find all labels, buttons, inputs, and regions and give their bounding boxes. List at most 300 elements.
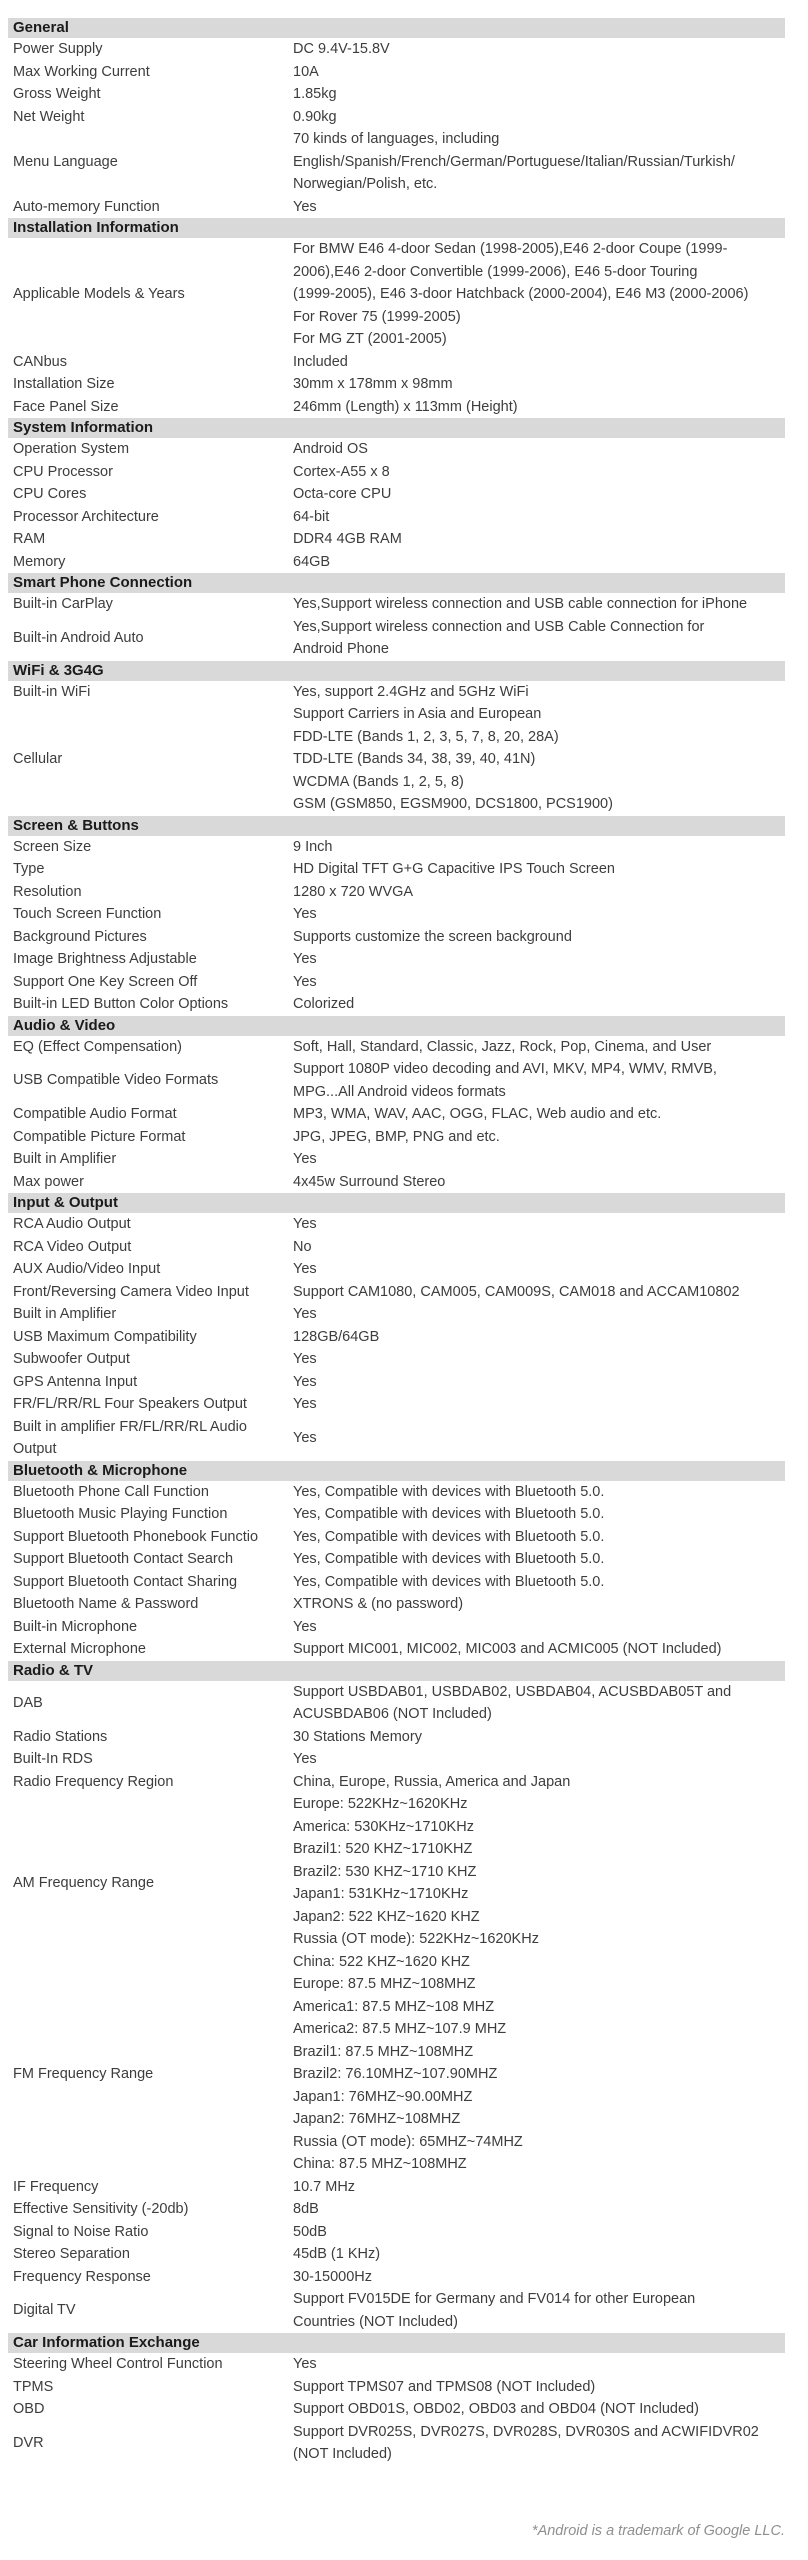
label-line: Applicable Models & Years bbox=[13, 286, 185, 302]
spec-row bbox=[8, 61, 785, 84]
spec-row bbox=[8, 881, 785, 904]
spec-row bbox=[8, 903, 785, 926]
spec-value bbox=[293, 681, 785, 704]
label-line: CPU Processor bbox=[13, 463, 113, 480]
spec-label bbox=[8, 2299, 293, 2322]
spec-row bbox=[8, 1148, 785, 1171]
spec-row bbox=[8, 438, 785, 461]
label-line: Radio Frequency Region bbox=[13, 1773, 174, 1790]
value-line: Support DVR025S, DVR027S, DVR028S, DVR030S and ACWIFIDVR02 bbox=[293, 2423, 759, 2440]
spec-row bbox=[8, 351, 785, 374]
label-line: Operation System bbox=[13, 441, 130, 457]
label-line: Type bbox=[13, 861, 45, 877]
value-line: 30 Stations Memory bbox=[293, 1728, 422, 1745]
spec-value bbox=[293, 1481, 785, 1504]
spec-value bbox=[293, 128, 785, 196]
value-line: ACUSBDAB06 (NOT Included) bbox=[293, 1706, 492, 1722]
label-line: Menu Language bbox=[13, 153, 118, 170]
value-line: For BMW E46 4-door Sedan (1998-2005),E46 2-door Coupe (1999- bbox=[293, 241, 728, 257]
spec-row bbox=[8, 2398, 785, 2421]
value-line: Yes bbox=[293, 1151, 317, 1167]
label-line: Front/Reversing Camera Video Input bbox=[13, 1283, 249, 1300]
spec-label bbox=[8, 627, 293, 650]
label-line: Net Weight bbox=[13, 108, 85, 125]
spec-label bbox=[8, 1281, 293, 1304]
value-line: America: 530KHz~1710KHz bbox=[293, 1818, 474, 1835]
spec-label bbox=[8, 2243, 293, 2266]
spec-row bbox=[8, 38, 785, 61]
label-line: Cellular bbox=[13, 751, 63, 767]
spec-value bbox=[293, 1638, 785, 1661]
spec-value bbox=[293, 1236, 785, 1259]
value-line: JPG, JPEG, BMP, PNG and etc. bbox=[293, 1128, 500, 1145]
spec-row bbox=[8, 128, 785, 196]
label-line: Image Brightness Adjustable bbox=[13, 951, 197, 967]
value-line: MPG...All Android videos formats bbox=[293, 1083, 506, 1100]
spec-label bbox=[8, 351, 293, 374]
spec-row bbox=[8, 1681, 785, 1726]
spec-label bbox=[8, 2221, 293, 2244]
spec-label bbox=[8, 1503, 293, 1526]
value-line: America1: 87.5 MHZ~108 MHZ bbox=[293, 1998, 495, 2015]
spec-value bbox=[293, 593, 785, 616]
spec-label bbox=[8, 748, 293, 771]
value-line: Yes, Compatible with devices with Bluetooth 5.0. bbox=[293, 1528, 605, 1545]
spec-row bbox=[8, 1281, 785, 1304]
spec-row bbox=[8, 1126, 785, 1149]
label-line: Digital TV bbox=[13, 2302, 76, 2319]
label-line: AUX Audio/Video Input bbox=[13, 1261, 161, 1277]
value-line: 1.85kg bbox=[293, 86, 337, 102]
spec-value bbox=[293, 1326, 785, 1349]
spec-row bbox=[8, 1638, 785, 1661]
value-line: Yes, Compatible with devices with Bluetooth 5.0. bbox=[293, 1483, 605, 1500]
spec-label bbox=[8, 2198, 293, 2221]
spec-value bbox=[293, 106, 785, 129]
spec-label bbox=[8, 196, 293, 219]
spec-label bbox=[8, 1571, 293, 1594]
spec-label bbox=[8, 971, 293, 994]
label-line: Built in Amplifier bbox=[13, 1306, 117, 1322]
value-line: 4x45w Surround Stereo bbox=[293, 1173, 446, 1190]
spec-row bbox=[8, 396, 785, 419]
value-line: 8dB bbox=[293, 2201, 319, 2217]
value-line: Yes bbox=[293, 1373, 317, 1390]
spec-row bbox=[8, 1371, 785, 1394]
spec-row bbox=[8, 551, 785, 574]
spec-label bbox=[8, 1148, 293, 1171]
spec-label bbox=[8, 151, 293, 174]
label-line: Built-in Microphone bbox=[13, 1618, 138, 1635]
value-line: FDD-LTE (Bands 1, 2, 3, 5, 7, 8, 20, 28A) bbox=[293, 728, 559, 745]
android-trademark-note: *Android is a trademark of Google LLC. bbox=[531, 2522, 785, 2539]
spec-label bbox=[8, 461, 293, 484]
spec-label bbox=[8, 1326, 293, 1349]
label-line: Face Panel Size bbox=[13, 398, 119, 415]
spec-label bbox=[8, 836, 293, 859]
spec-row bbox=[8, 1236, 785, 1259]
value-line: Yes bbox=[293, 1396, 317, 1412]
spec-row bbox=[8, 1793, 785, 1973]
spec-row bbox=[8, 836, 785, 859]
label-line: Compatible Audio Format bbox=[13, 1106, 177, 1122]
spec-table bbox=[8, 18, 785, 2466]
spec-row bbox=[8, 926, 785, 949]
spec-label bbox=[8, 2353, 293, 2376]
spec-label bbox=[8, 926, 293, 949]
spec-label bbox=[8, 1103, 293, 1126]
spec-row bbox=[8, 196, 785, 219]
spec-row bbox=[8, 948, 785, 971]
section-header: Screen & Buttons bbox=[8, 816, 785, 836]
label-line: Compatible Picture Format bbox=[13, 1128, 186, 1145]
value-line: 10A bbox=[293, 63, 319, 80]
spec-label bbox=[8, 1481, 293, 1504]
label-line: Built-in WiFi bbox=[13, 683, 91, 700]
spec-row bbox=[8, 1571, 785, 1594]
label-line: CPU Cores bbox=[13, 486, 87, 502]
spec-label bbox=[8, 2398, 293, 2421]
value-line: Yes,Support wireless connection and USB Cable Connection for bbox=[293, 618, 705, 635]
label-line: Support Bluetooth Contact Sharing bbox=[13, 1573, 238, 1590]
spec-label bbox=[8, 1593, 293, 1616]
spec-label bbox=[8, 1638, 293, 1661]
spec-row bbox=[8, 1213, 785, 1236]
spec-value bbox=[293, 1526, 785, 1549]
spec-label bbox=[8, 2063, 293, 2086]
label-line: Support Bluetooth Contact Search bbox=[13, 1551, 234, 1567]
label-line: Background Pictures bbox=[13, 928, 147, 945]
spec-row bbox=[8, 993, 785, 1016]
label-line: DAB bbox=[13, 1694, 43, 1711]
spec-label bbox=[8, 1236, 293, 1259]
section-header: Installation Information bbox=[8, 218, 785, 238]
spec-row bbox=[8, 1348, 785, 1371]
value-line: Support TPMS07 and TPMS08 (NOT Included) bbox=[293, 2378, 596, 2395]
value-line: Cortex-A55 x 8 bbox=[293, 463, 390, 480]
spec-label bbox=[8, 1548, 293, 1571]
value-line: DDR4 4GB RAM bbox=[293, 531, 402, 547]
spec-label bbox=[8, 1069, 293, 1092]
spec-row bbox=[8, 1526, 785, 1549]
label-line: TPMS bbox=[13, 2378, 54, 2395]
spec-row bbox=[8, 1616, 785, 1639]
label-line: Built-in LED Button Color Options bbox=[13, 996, 229, 1012]
spec-value bbox=[293, 1148, 785, 1171]
value-line: China, Europe, Russia, America and Japan bbox=[293, 1773, 571, 1790]
spec-value bbox=[293, 1771, 785, 1794]
spec-row bbox=[8, 1548, 785, 1571]
value-line: Android OS bbox=[293, 441, 368, 457]
spec-value bbox=[293, 881, 785, 904]
spec-value bbox=[293, 438, 785, 461]
spec-row bbox=[8, 703, 785, 816]
value-line: XTRONS & (no password) bbox=[293, 1596, 464, 1612]
spec-label bbox=[8, 2376, 293, 2399]
label-line: Steering Wheel Control Function bbox=[13, 2356, 223, 2372]
spec-value bbox=[293, 903, 785, 926]
label-line: Radio Stations bbox=[13, 1728, 108, 1745]
spec-label bbox=[8, 1393, 293, 1416]
spec-value bbox=[293, 858, 785, 881]
value-line: Colorized bbox=[293, 996, 355, 1012]
spec-value bbox=[293, 926, 785, 949]
spec-label bbox=[8, 483, 293, 506]
spec-row bbox=[8, 2243, 785, 2266]
spec-label bbox=[8, 2432, 293, 2455]
value-line: Support USBDAB01, USBDAB02, USBDAB04, ACUSBDAB05T and bbox=[293, 1683, 732, 1700]
spec-row bbox=[8, 1171, 785, 1194]
value-line: Countries (NOT Included) bbox=[293, 2313, 458, 2330]
spec-label bbox=[8, 1126, 293, 1149]
value-line: Japan2: 522 KHZ~1620 KHZ bbox=[293, 1908, 480, 1925]
spec-value bbox=[293, 2243, 785, 2266]
spec-value bbox=[293, 836, 785, 859]
label-line: OBD bbox=[13, 2401, 45, 2417]
label-line: RCA Video Output bbox=[13, 1238, 132, 1255]
value-line: (NOT Included) bbox=[293, 2446, 392, 2462]
label-line: Support One Key Screen Off bbox=[13, 973, 198, 990]
label-line: Built-In RDS bbox=[13, 1751, 93, 1767]
value-line: Yes,Support wireless connection and USB cable connection for iPhone bbox=[293, 596, 748, 612]
spec-value bbox=[293, 1593, 785, 1616]
value-line: 128GB/64GB bbox=[293, 1328, 380, 1345]
spec-label bbox=[8, 1171, 293, 1194]
spec-row bbox=[8, 238, 785, 351]
spec-value bbox=[293, 1503, 785, 1526]
spec-row bbox=[8, 1326, 785, 1349]
section-header: Audio & Video bbox=[8, 1016, 785, 1036]
value-line: 246mm (Length) x 113mm (Height) bbox=[293, 398, 518, 415]
value-line: Europe: 522KHz~1620KHz bbox=[293, 1796, 468, 1812]
spec-value bbox=[293, 1348, 785, 1371]
spec-value bbox=[293, 2266, 785, 2289]
label-line: Bluetooth Phone Call Function bbox=[13, 1483, 209, 1500]
value-line: Japan1: 76MHZ~90.00MHZ bbox=[293, 2088, 473, 2105]
spec-label bbox=[8, 396, 293, 419]
value-line: GSM (GSM850, EGSM900, DCS1800, PCS1900) bbox=[293, 796, 613, 812]
value-line: Brazil1: 520 KHZ~1710KHZ bbox=[293, 1841, 473, 1857]
value-line: 70 kinds of languages, including bbox=[293, 131, 500, 147]
spec-value bbox=[293, 196, 785, 219]
value-line: Support FV015DE for Germany and FV014 for other European bbox=[293, 2291, 696, 2307]
spec-label bbox=[8, 881, 293, 904]
label-line: Built-in Android Auto bbox=[13, 629, 144, 646]
label-line: RCA Audio Output bbox=[13, 1216, 131, 1232]
label-line: Frequency Response bbox=[13, 2268, 151, 2285]
label-line: IF Frequency bbox=[13, 2178, 99, 2195]
label-line: Output bbox=[13, 1441, 57, 1457]
value-line: HD Digital TFT G+G Capacitive IPS Touch Screen bbox=[293, 861, 615, 877]
spec-label bbox=[8, 1616, 293, 1639]
spec-value bbox=[293, 528, 785, 551]
spec-label bbox=[8, 1303, 293, 1326]
label-line: Stereo Separation bbox=[13, 2246, 130, 2262]
label-line: AM Frequency Range bbox=[13, 1874, 155, 1891]
value-line: Yes bbox=[293, 1751, 317, 1767]
value-line: 9 Inch bbox=[293, 838, 333, 855]
spec-value bbox=[293, 2398, 785, 2421]
spec-value bbox=[293, 1973, 785, 2176]
spec-label bbox=[8, 1771, 293, 1794]
value-line: Brazil2: 530 KHZ~1710 KHZ bbox=[293, 1863, 477, 1880]
spec-row bbox=[8, 1748, 785, 1771]
spec-row bbox=[8, 2376, 785, 2399]
spec-row bbox=[8, 616, 785, 661]
spec-label bbox=[8, 38, 293, 61]
section-header: Input & Output bbox=[8, 1193, 785, 1213]
spec-value bbox=[293, 1427, 785, 1450]
value-line: 64-bit bbox=[293, 508, 330, 525]
spec-row bbox=[8, 1303, 785, 1326]
label-line: Subwoofer Output bbox=[13, 1351, 130, 1367]
value-line: Support MIC001, MIC002, MIC003 and ACMIC005 (NOT Included) bbox=[293, 1641, 722, 1657]
spec-label bbox=[8, 948, 293, 971]
spec-row bbox=[8, 528, 785, 551]
spec-label bbox=[8, 1526, 293, 1549]
spec-value bbox=[293, 61, 785, 84]
spec-row bbox=[8, 681, 785, 704]
value-line: Yes bbox=[293, 973, 317, 990]
value-line: Russia (OT mode): 65MHZ~74MHZ bbox=[293, 2133, 523, 2150]
value-line: 2006),E46 2-door Convertible (1999-2006), E46 5-door Touring bbox=[293, 263, 698, 280]
spec-label bbox=[8, 1036, 293, 1059]
spec-value bbox=[293, 1036, 785, 1059]
spec-row bbox=[8, 1481, 785, 1504]
value-line: Yes bbox=[293, 951, 317, 967]
value-line: Yes bbox=[293, 198, 317, 215]
spec-row bbox=[8, 1058, 785, 1103]
spec-row bbox=[8, 2176, 785, 2199]
label-line: Installation Size bbox=[13, 376, 115, 392]
spec-row bbox=[8, 1771, 785, 1794]
spec-label bbox=[8, 1872, 293, 1895]
value-line: Supports customize the screen background bbox=[293, 928, 572, 945]
spec-value bbox=[293, 1571, 785, 1594]
value-line: Brazil2: 76.10MHZ~107.90MHZ bbox=[293, 2066, 498, 2082]
label-line: EQ (Effect Compensation) bbox=[13, 1038, 182, 1055]
spec-row bbox=[8, 1503, 785, 1526]
spec-row bbox=[8, 83, 785, 106]
value-line: Yes, support 2.4GHz and 5GHz WiFi bbox=[293, 683, 529, 700]
label-line: Resolution bbox=[13, 883, 82, 900]
value-line: Support OBD01S, OBD02, OBD03 and OBD04 (NOT Included) bbox=[293, 2401, 699, 2417]
label-line: Auto-memory Function bbox=[13, 198, 160, 215]
value-line: Included bbox=[293, 353, 348, 370]
section-header: Smart Phone Connection bbox=[8, 573, 785, 593]
spec-value bbox=[293, 1303, 785, 1326]
value-line: TDD-LTE (Bands 34, 38, 39, 40, 41N) bbox=[293, 751, 536, 767]
spec-row bbox=[8, 2353, 785, 2376]
label-line: GPS Antenna Input bbox=[13, 1373, 138, 1390]
section-header: Car Information Exchange bbox=[8, 2333, 785, 2353]
value-line: Yes bbox=[293, 2356, 317, 2372]
spec-row bbox=[8, 2421, 785, 2466]
spec-label bbox=[8, 61, 293, 84]
label-line: Built in amplifier FR/FL/RR/RL Audio bbox=[13, 1418, 247, 1435]
value-line: Yes, Compatible with devices with Bluetooth 5.0. bbox=[293, 1573, 605, 1590]
spec-value bbox=[293, 506, 785, 529]
label-line: USB Maximum Compatibility bbox=[13, 1328, 197, 1345]
label-line: FR/FL/RR/RL Four Speakers Output bbox=[13, 1396, 247, 1412]
spec-value bbox=[293, 1258, 785, 1281]
spec-row bbox=[8, 593, 785, 616]
section-header: WiFi & 3G4G bbox=[8, 661, 785, 681]
spec-label bbox=[8, 1258, 293, 1281]
spec-label bbox=[8, 903, 293, 926]
spec-value bbox=[293, 2353, 785, 2376]
spec-label bbox=[8, 528, 293, 551]
label-line: Built-in CarPlay bbox=[13, 596, 113, 612]
value-line: 10.7 MHz bbox=[293, 2178, 356, 2195]
spec-row bbox=[8, 1973, 785, 2176]
label-line: Support Bluetooth Phonebook Functio bbox=[13, 1528, 259, 1545]
value-line: MP3, WMA, WAV, AAC, OGG, FLAC, Web audio and etc. bbox=[293, 1106, 662, 1122]
label-line: Max Working Current bbox=[13, 63, 150, 80]
spec-value bbox=[293, 703, 785, 816]
value-line: America2: 87.5 MHZ~107.9 MHZ bbox=[293, 2021, 507, 2037]
spec-label bbox=[8, 593, 293, 616]
value-line: Android Phone bbox=[293, 641, 389, 657]
spec-value bbox=[293, 2288, 785, 2333]
value-line: Brazil1: 87.5 MHZ~108MHZ bbox=[293, 2043, 474, 2060]
spec-value bbox=[293, 238, 785, 351]
spec-value bbox=[293, 38, 785, 61]
value-line: 50dB bbox=[293, 2223, 327, 2240]
spec-row bbox=[8, 1103, 785, 1126]
value-line: Russia (OT mode): 522KHz~1620KHz bbox=[293, 1931, 539, 1947]
spec-row bbox=[8, 2198, 785, 2221]
label-line: DVR bbox=[13, 2434, 44, 2451]
value-line: 1280 x 720 WVGA bbox=[293, 883, 414, 900]
spec-label bbox=[8, 438, 293, 461]
value-line: (1999-2005), E46 3-door Hatchback (2000-2004), E46 M3 (2000-2006) bbox=[293, 286, 749, 302]
value-line: 64GB bbox=[293, 553, 331, 570]
value-line: Yes bbox=[293, 1351, 317, 1367]
section-header: General bbox=[8, 18, 785, 38]
label-line: Bluetooth Music Playing Function bbox=[13, 1506, 228, 1522]
section-header: System Information bbox=[8, 418, 785, 438]
label-line: External Microphone bbox=[13, 1641, 146, 1657]
spec-label bbox=[8, 1213, 293, 1236]
spec-value bbox=[293, 993, 785, 1016]
value-line: Japan2: 76MHZ~108MHZ bbox=[293, 2111, 461, 2127]
spec-label bbox=[8, 993, 293, 1016]
spec-label bbox=[8, 858, 293, 881]
spec-row bbox=[8, 1416, 785, 1461]
spec-label bbox=[8, 373, 293, 396]
spec-label bbox=[8, 283, 293, 306]
spec-value bbox=[293, 483, 785, 506]
value-line: Yes, Compatible with devices with Bluetooth 5.0. bbox=[293, 1506, 605, 1522]
value-line: Yes bbox=[293, 1429, 317, 1446]
spec-label bbox=[8, 83, 293, 106]
spec-value bbox=[293, 1616, 785, 1639]
value-line: Yes bbox=[293, 1261, 317, 1277]
spec-value bbox=[293, 1058, 785, 1103]
label-line: Max power bbox=[13, 1173, 84, 1190]
spec-value bbox=[293, 373, 785, 396]
label-line: Touch Screen Function bbox=[13, 906, 162, 922]
value-line: DC 9.4V-15.8V bbox=[293, 41, 390, 57]
spec-label bbox=[8, 1692, 293, 1715]
value-line: WCDMA (Bands 1, 2, 5, 8) bbox=[293, 773, 464, 790]
spec-label bbox=[8, 506, 293, 529]
spec-row bbox=[8, 971, 785, 994]
spec-row bbox=[8, 106, 785, 129]
value-line: Octa-core CPU bbox=[293, 486, 392, 502]
spec-value bbox=[293, 2376, 785, 2399]
